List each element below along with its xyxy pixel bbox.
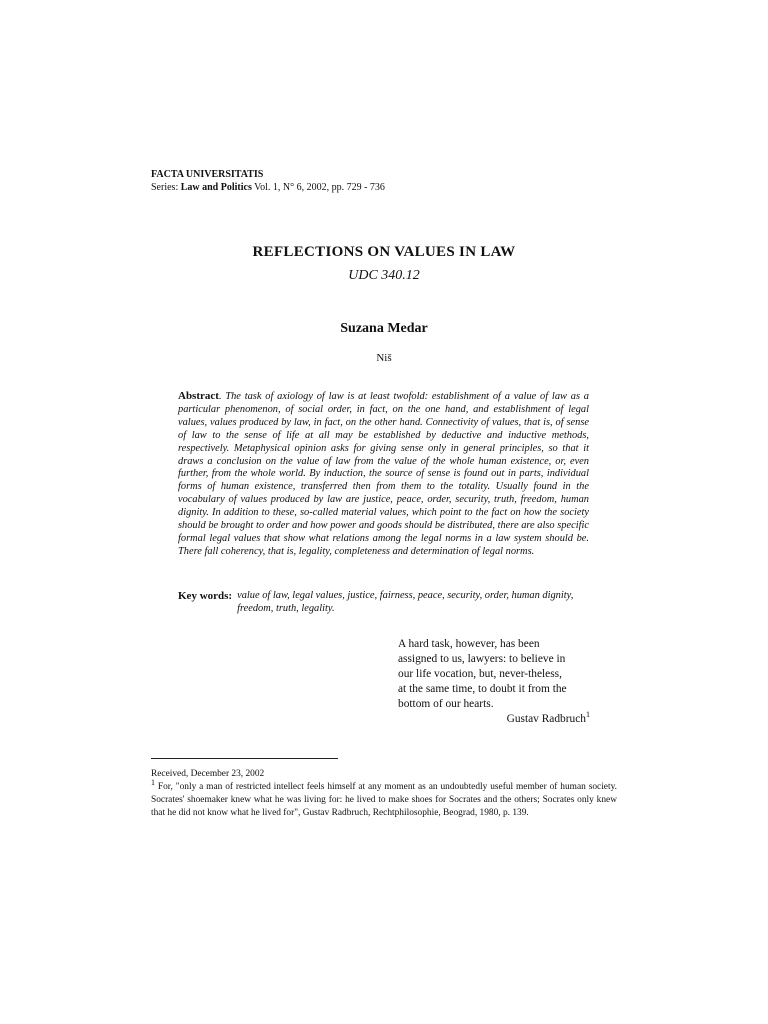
udc-code: UDC 340.12 bbox=[348, 268, 420, 283]
abstract-label: Abstract bbox=[178, 390, 219, 402]
received-note: Received, December 23, 2002 bbox=[151, 769, 265, 779]
keywords-label-wrap: Key words: bbox=[178, 590, 233, 602]
epigraph-line: A hard task, however, has been bbox=[398, 638, 540, 650]
journal-series-line bbox=[151, 181, 385, 194]
epigraph-line: our life vocation, but, never-theless, bbox=[398, 668, 562, 680]
footnote-divider bbox=[151, 758, 338, 759]
epigraph-line: bottom of our hearts. bbox=[398, 698, 494, 710]
series-volume-pages: Vol. 1, N° 6, 2002, pp. 729 - 736 bbox=[251, 182, 385, 193]
series-prefix: Series: bbox=[151, 182, 181, 193]
footnote-number: 1 bbox=[151, 777, 155, 787]
epigraph-attribution bbox=[398, 712, 590, 727]
series-name: Law and Politics bbox=[180, 182, 252, 193]
journal-header bbox=[151, 168, 385, 194]
epigraph-line: at the same time, to doubt it from the bbox=[398, 683, 567, 695]
journal-name: FACTA UNIVERSITATIS bbox=[151, 169, 264, 180]
footnote-marker: 1 bbox=[586, 710, 590, 720]
abstract-text: . The task of axiology of law is at least twofold: establishment of a value of law as a particular phenomenon, of social order, in fact, on the one hand, and establishment of legal values, values produced by law, in fact, on the other hand. Connectivity of values, that is, of sense of law to the sense of life at all may be established by deductive and inductive methods, respectively. Metaphysical opinion asks for giving sense only in general principles, so that it draws a conclusion on the value of law from the value of the whole human existence, or, even further, from the whole world. By induction, the source of sense is found out in parts, individual forms of human existence, transferred then from them to the totality. Usually found in the vocabulary of values produced by law are justice, peace, order, security, truth, freedom, human dignity. In addition to these, so-called material values, which point to the fact on how the society should be brought to order and how power and goods should be distributed, there are also specific formal legal values that show what relations among the legal norms in a law system should be. There fall coherency, that is, legality, completeness and determination of legal norms. bbox=[178, 391, 589, 557]
footnote-1 bbox=[151, 777, 617, 820]
abstract bbox=[178, 390, 589, 559]
attribution-name: Gustav Radbruch bbox=[506, 713, 586, 725]
footnotes bbox=[151, 768, 617, 820]
epigraph-line: assigned to us, lawyers: to believe in bbox=[398, 653, 566, 665]
author-affiliation: Niš bbox=[376, 352, 392, 364]
keywords-label: Key words bbox=[178, 590, 229, 602]
footnote-text: For, "only a man of restricted intellect feels himself at any moment as an undoubtedly useful member of human society. Socrates' shoemaker knew what he was living for: he lived to make shoes for Socrates and the others; Socrates only knew that he did not know what he lived for", Gustav Radbruch, Rechtphilosophie, Beograd, 1980, p. 139. bbox=[151, 782, 617, 818]
keywords bbox=[178, 590, 589, 616]
keywords-text: value of law, legal values, justice, fairness, peace, security, order, human dignity, freedom, truth, legality. bbox=[237, 590, 574, 614]
epigraph bbox=[398, 637, 590, 727]
author-name: Suzana Medar bbox=[340, 321, 428, 336]
article-title: REFLECTIONS ON VALUES IN LAW bbox=[252, 244, 516, 260]
